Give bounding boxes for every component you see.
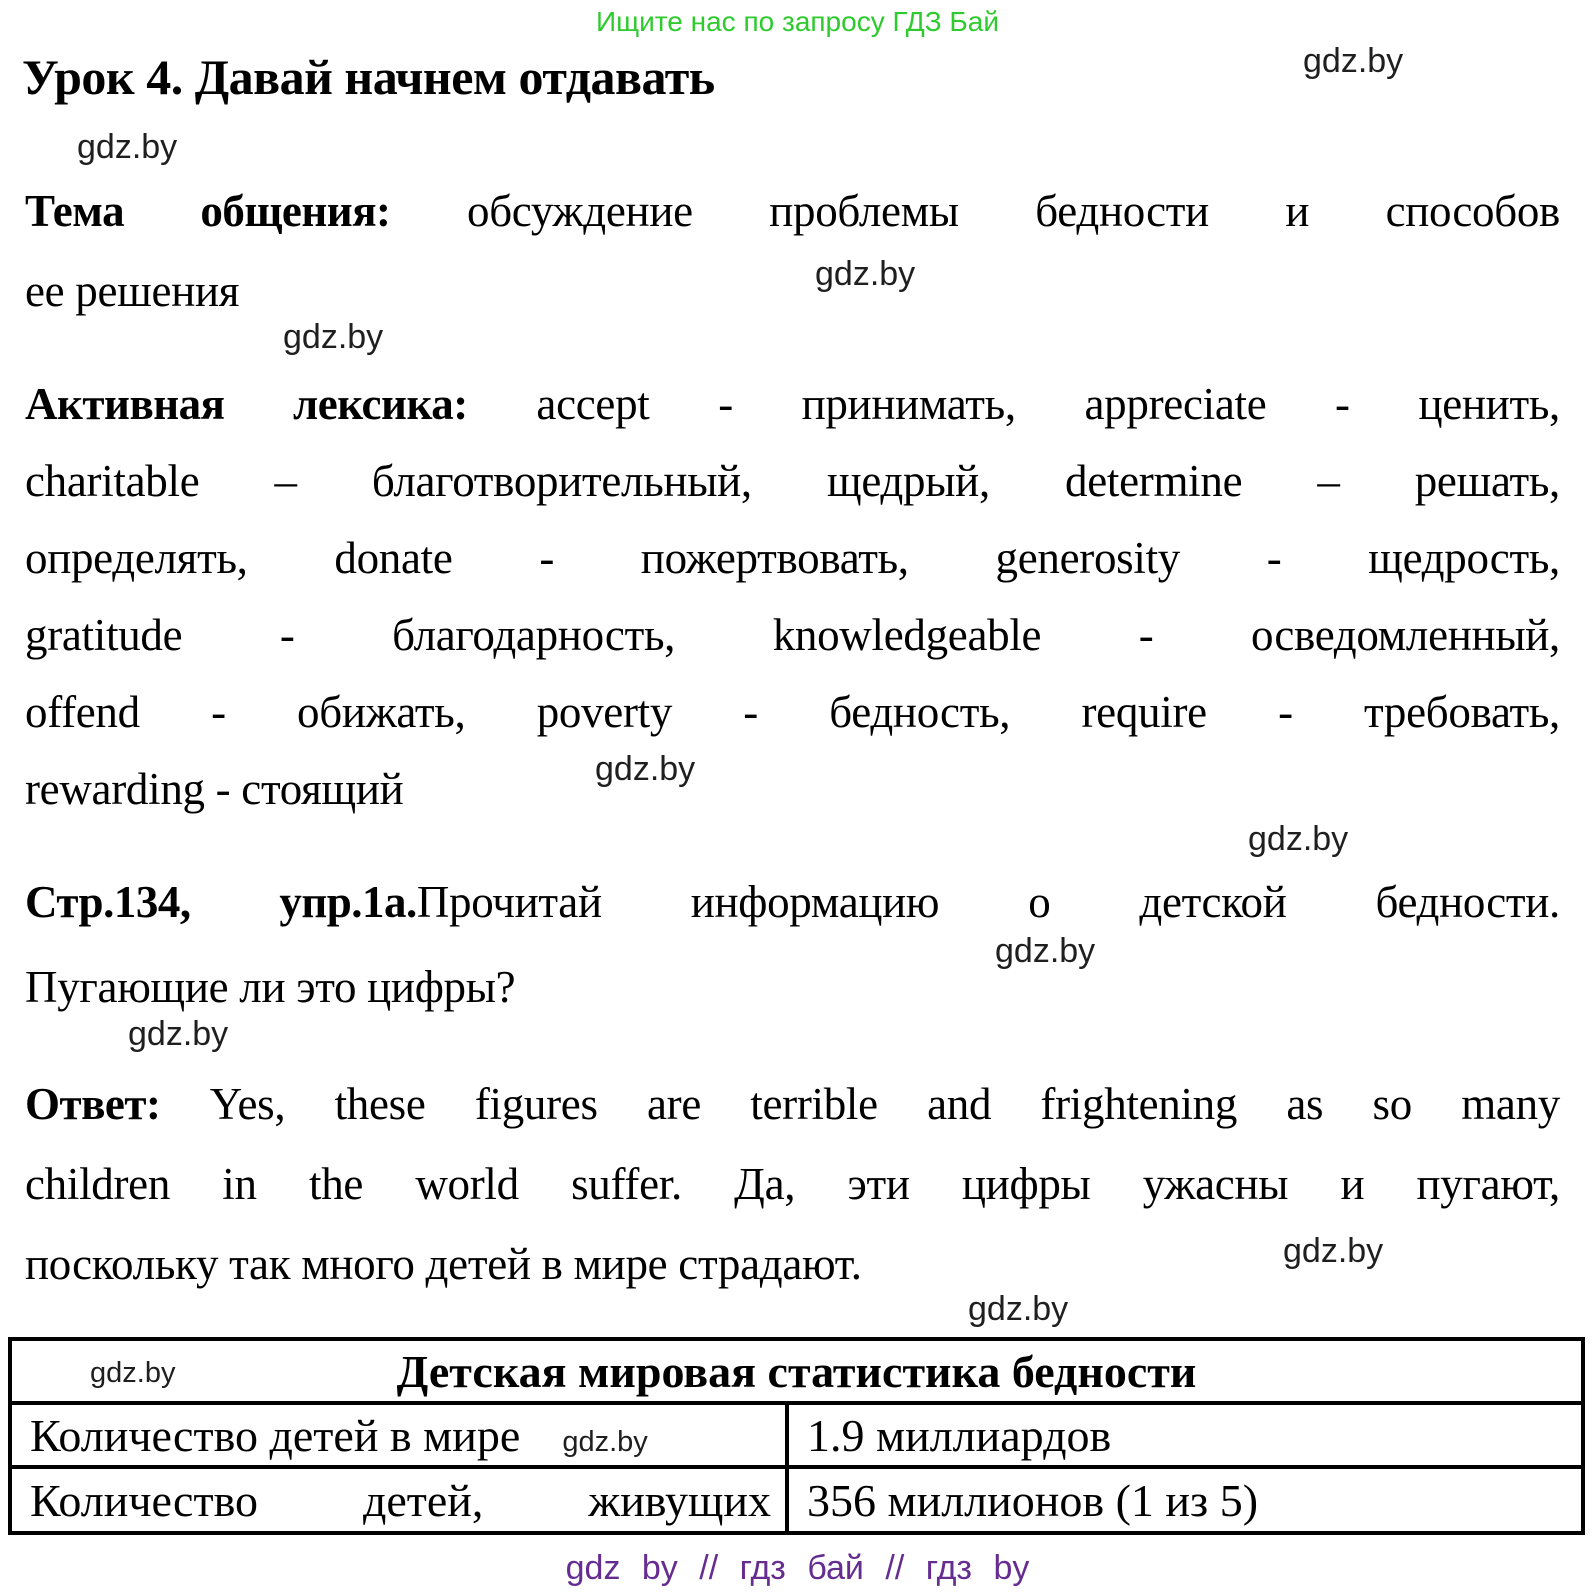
gdz-watermark: gdz.by [995, 932, 1096, 970]
text-line: Тема общения: обсуждение проблемы бедности и способов [25, 186, 1560, 236]
text-line: поскольку так много детей в мире страдают. [25, 1239, 862, 1289]
gdz-watermark: gdz.by [1303, 42, 1404, 80]
table-header-row [10, 1339, 1583, 1403]
text-line: offend - обижать, poverty - бедность, require - требовать, [25, 687, 1560, 737]
row-value-cell: 1.9 миллиардов [787, 1403, 1583, 1467]
site-footer: gdz by // гдз бай // гдз by [565, 1549, 1030, 1587]
gdz-watermark: gdz.by [128, 1015, 229, 1053]
gdz-watermark: gdz.by [968, 1290, 1069, 1328]
gdz-watermark: gdz.by [90, 1357, 176, 1389]
table-title-cell [10, 1339, 1583, 1403]
row-label-cell [10, 1403, 787, 1467]
text-line: ее решения [25, 266, 240, 316]
text-line: children in the world suffer. Да, эти цифры ужасны и пугают, [25, 1159, 1560, 1209]
row-label-cell [10, 1467, 787, 1533]
text-line: gratitude - благодарность, knowledgeable - осведомленный, [25, 610, 1560, 660]
paragraph-vocabulary [25, 366, 1560, 828]
table-row [10, 1403, 1583, 1467]
row-label: Количество детей в мире [30, 1409, 521, 1461]
gdz-watermark: gdz.by [1248, 820, 1349, 858]
text-line: rewarding - стоящий [25, 764, 404, 814]
gdz-watermark: gdz.by [815, 255, 916, 293]
gdz-watermark: gdz.by [562, 1425, 648, 1458]
table-row [10, 1467, 1583, 1533]
gdz-watermark: gdz.by [77, 128, 178, 166]
paragraph-topic [25, 171, 1560, 331]
row-label: Количество детей, живущих [30, 1474, 771, 1526]
poverty-stats-table [8, 1337, 1585, 1535]
text-line: charitable – благотворительный, щедрый, determine – решать, [25, 456, 1560, 506]
gdz-watermark: gdz.by [283, 318, 384, 356]
row-value-cell: 356 миллионов (1 из 5) [787, 1467, 1583, 1533]
text-line: Активная лексика: accept - принимать, appreciate - ценить, [25, 379, 1560, 429]
gdz-watermark: gdz.by [1283, 1232, 1384, 1270]
paragraph-task [25, 860, 1560, 1030]
promo-banner: Ищите нас по запросу ГДЗ Бай [595, 6, 1000, 37]
text-line: Пугающие ли это цифры? [25, 962, 516, 1012]
text-line: Стр.134, упр.1а.Прочитай информацию о детской бедности. [25, 877, 1560, 927]
table-title: Детская мировая статистика бедности [396, 1345, 1197, 1397]
gdz-watermark: gdz.by [595, 750, 696, 788]
text-line: определять, donate - пожертвовать, generosity - щедрость, [25, 533, 1560, 583]
text-line: Ответ: Yes, these figures are terrible and frightening as so many [25, 1079, 1560, 1129]
page-title: Урок 4. Давай начнем отдавать [22, 49, 715, 105]
